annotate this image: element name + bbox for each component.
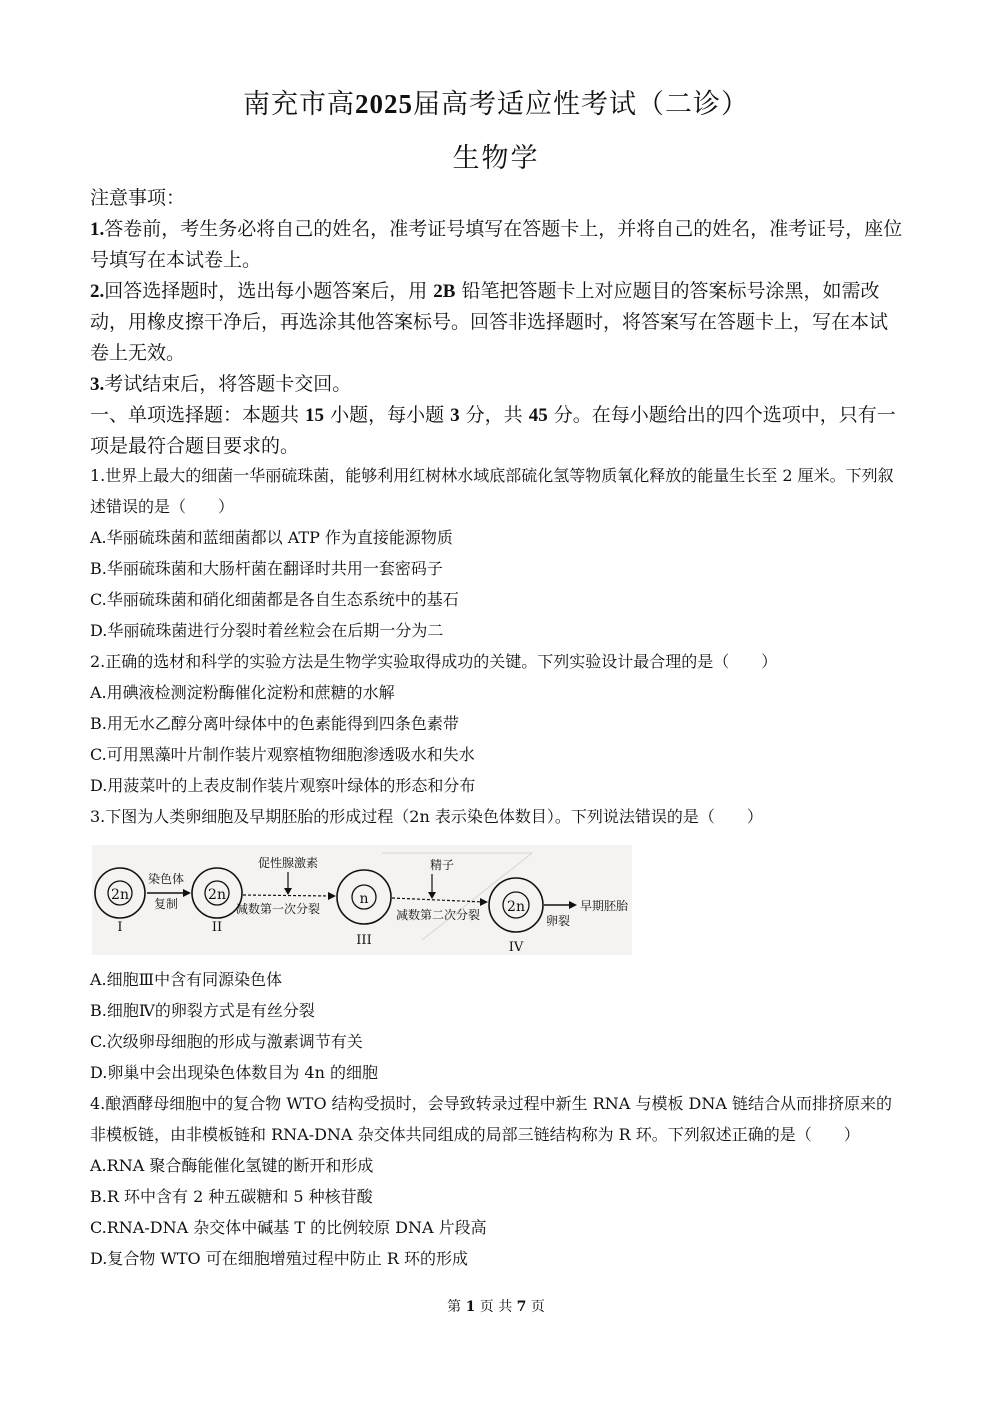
sperm-text: 精子 — [429, 858, 455, 872]
question-stem: 4.酿酒酵母细胞中的复合物 WTO 结构受损时，会导致转录过程中新生 RNA 与模板 DNA 链结合从而排挤原来的非模板链，由非模板链和 RNA-DNA 杂交体共同组成的局部三链结构称为 R 环。下列叙述正确的是（ ） — [90, 1094, 893, 1144]
cell-i-label: 2n — [111, 887, 129, 903]
question-option: D.用菠菜叶的上表皮制作装片观察叶绿体的形态和分布 — [90, 776, 476, 795]
note-item: 1.答卷前，考生务必将自己的姓名，准考证号填写在答题卡上，并将自己的姓名，准考证号，座位号填写在本试卷上。 — [90, 218, 903, 271]
question-option: D.复合物 WTO 可在细胞增殖过程中防止 R 环的形成 — [90, 1249, 468, 1268]
cell-iii-label: n — [359, 891, 369, 907]
question-option: C.华丽硫珠菌和硝化细菌都是各自生态系统中的基石 — [90, 590, 459, 609]
question-stem: 1.世界上最大的细菌一华丽硫珠菌，能够利用红树林水域底部硫化氢等物质氧化释放的能量生长至 2 厘米。下列叙述错误的是（ ） — [90, 466, 894, 516]
cell-ii — [192, 868, 242, 935]
cleavage-text: 卵裂 — [545, 914, 571, 928]
hormone-text: 促性腺激素 — [257, 856, 319, 870]
exam-notes — [90, 183, 905, 462]
question-1-3 — [90, 460, 905, 832]
question-option: C.RNA-DNA 杂交体中碱基 T 的比例较原 DNA 片段高 — [90, 1218, 487, 1237]
question-3-4 — [90, 964, 905, 1274]
oogenesis-figure — [92, 845, 632, 955]
subject-title: 生物学 — [452, 143, 540, 174]
note-item: 2.回答选择题时，选出每小题答案后，用 2B 铅笔把答题卡上对应题目的答案标号涂黑，如需改动，用橡皮擦干净后，再选涂其他答案标号。回答非选择题时，将答案写在答题卡上，写在本试卷上无效。 — [90, 280, 889, 364]
note-item: 3.考试结束后，将答题卡交回。 — [90, 373, 352, 395]
cell-iv-label: 2n — [507, 899, 525, 915]
cell-i — [95, 868, 145, 935]
question-option: A.用碘液检测淀粉酶催化淀粉和蔗糖的水解 — [90, 683, 395, 702]
cell-iv — [489, 878, 543, 955]
cell-ii-numeral: II — [211, 920, 223, 935]
page-footer: 第 1 页 共 7 页 — [447, 1299, 545, 1315]
cell-iv-numeral: IV — [508, 940, 524, 955]
question-option: C.次级卵母细胞的形成与激素调节有关 — [90, 1032, 363, 1051]
arrow1-bottom-text: 复制 — [153, 897, 179, 911]
cell-i-numeral: I — [117, 920, 123, 935]
meiosis2-text: 减数第二次分裂 — [395, 908, 481, 922]
question-option: D.华丽硫珠菌进行分裂时着丝粒会在后期一分为二 — [90, 621, 444, 640]
cell-iii — [337, 870, 391, 948]
meiosis1-text: 减数第一次分裂 — [235, 902, 321, 916]
question-stem: 2.正确的选材和科学的实验方法是生物学实验取得成功的关键。下列实验设计最合理的是（ ） — [90, 652, 778, 671]
question-option: B.用无水乙醇分离叶绿体中的色素能得到四条色素带 — [90, 714, 459, 733]
section-heading: 一、单项选择题：本题共 15 小题，每小题 3 分，共 45 分。在每小题给出的四个选项中，只有一项是最符合题目要求的。 — [90, 404, 896, 457]
question-option: A.RNA 聚合酶能催化氢键的断开和形成 — [90, 1156, 374, 1175]
question-option: B.华丽硫珠菌和大肠杆菌在翻译时共用一套密码子 — [90, 559, 443, 578]
question-option: A.华丽硫珠菌和蓝细菌都以 ATP 作为直接能源物质 — [90, 528, 453, 547]
page-title: 南充市高2025届高考适应性考试（二诊） — [243, 89, 749, 120]
question-option: B.细胞Ⅳ的卵裂方式是有丝分裂 — [90, 1001, 315, 1020]
question-option: C.可用黑藻叶片制作装片观察植物细胞渗透吸水和失水 — [90, 745, 475, 764]
question-option: B.R 环中含有 2 种五碳糖和 5 种核苷酸 — [90, 1187, 373, 1206]
end-label-text: 早期胚胎 — [580, 899, 629, 913]
question-option: A.细胞Ⅲ中含有同源染色体 — [90, 970, 283, 989]
notes-heading: 注意事项： — [90, 187, 186, 209]
cell-ii-label: 2n — [208, 887, 226, 903]
question-option: D.卵巢中会出现染色体数目为 4n 的细胞 — [90, 1063, 379, 1082]
question-stem: 3.下图为人类卵细胞及早期胚胎的形成过程（2n 表示染色体数目）。下列说法错误的是（ ） — [90, 807, 763, 826]
arrow1-top-text: 染色体 — [147, 872, 185, 886]
cell-iii-numeral: III — [356, 933, 372, 948]
